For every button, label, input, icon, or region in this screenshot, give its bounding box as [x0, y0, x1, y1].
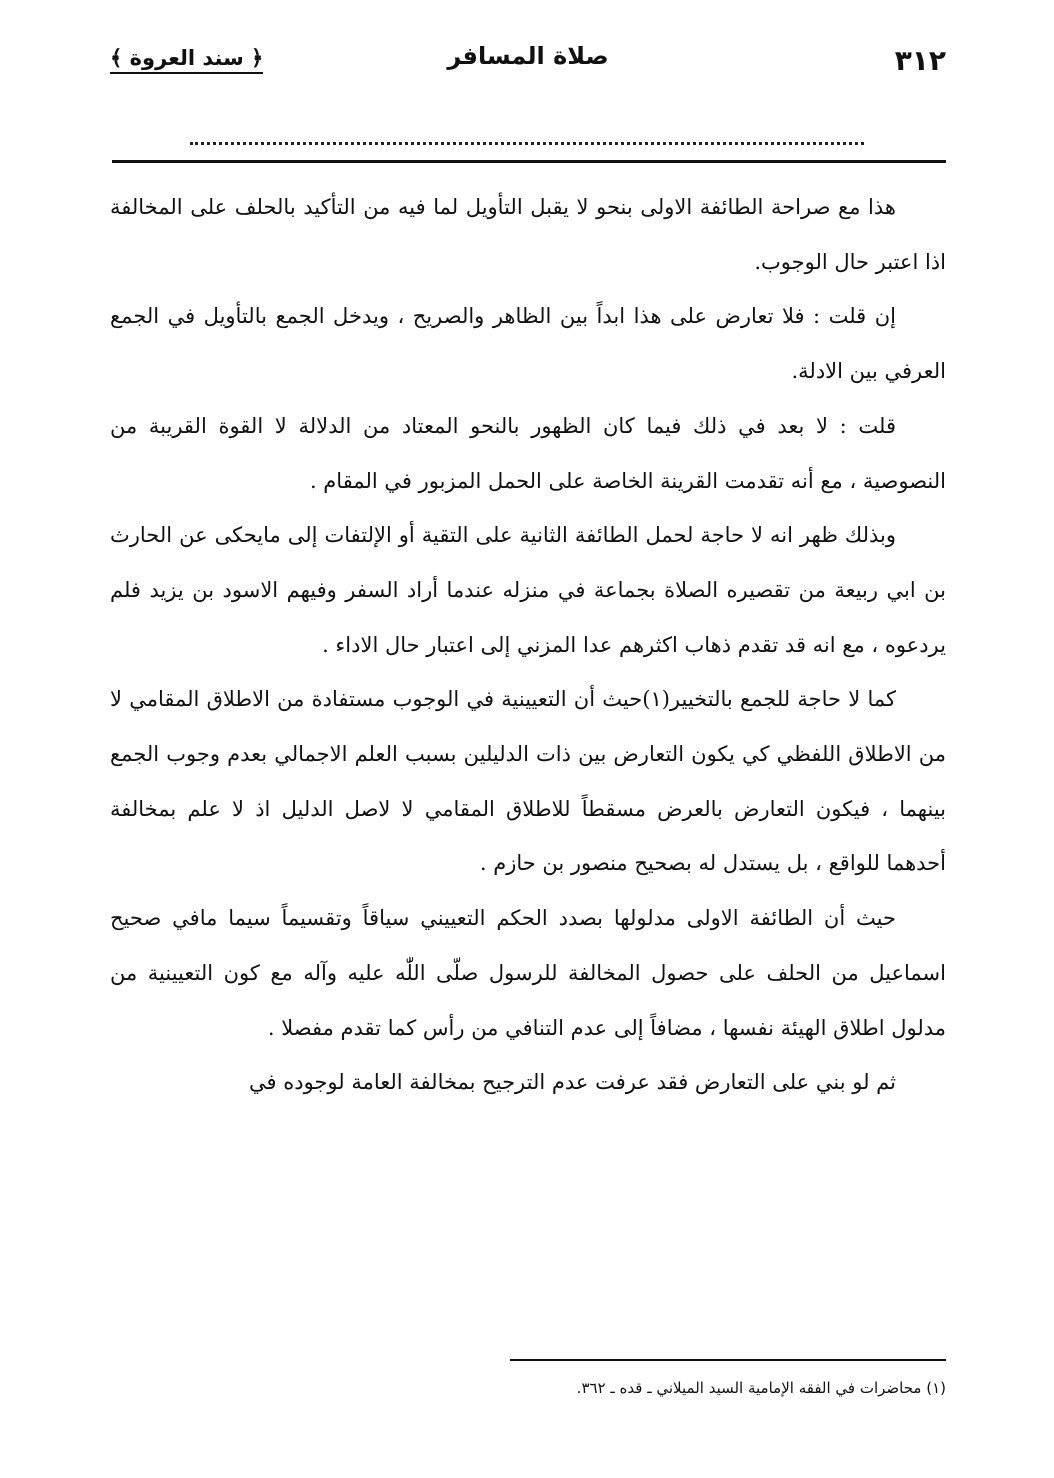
- paragraph: ثم لو بني على التعارض فقد عرفت عدم الترجيح بمخالفة العامة لوجوده في: [249, 1070, 896, 1095]
- book-title: ﴿ سند العروة ﴾: [110, 46, 263, 74]
- header-rule: [112, 160, 946, 163]
- page-header: [110, 38, 946, 94]
- footnote-rule: [510, 1359, 946, 1361]
- paragraph: إن قلت : فلا تعارض على هذا ابداً بين الظاهر والصريح ، ويدخل الجمع بالتأويل في الجمع العرفي بين الادلة.: [110, 304, 946, 384]
- paragraph: هذا مع صراحة الطائفة الاولى بنحو لا يقبل التأويل لما فيه من التأكيد بالحلف على المخالفة اذا اعتبر حال الوجوب.: [110, 195, 946, 274]
- chapter-title: صلاة المسافر: [447, 42, 609, 70]
- paragraph: كما لا حاجة للجمع بالتخيير(١)حيث أن التعيينية في الوجوب مستفادة من الاطلاق المقامي لا من الاطلاق اللفظي كي يكون التعارض بين ذات الدليلين بسبب العلم الاجمالي بعدم وجوب الجمع بينهما ، فيكون التعارض بالعرض مسقطاً للاطلاق المقامي لا لاصل الدليل اذ لا علم بمخالفة أحدهما للواقع ، بل يستدل له بصحيح منصور بن حازم .: [110, 687, 946, 876]
- footnote: (١) محاضرات في الفقه الإمامية السيد الميلاني ـ قده ـ ٣٦٢.: [576, 1379, 946, 1397]
- paragraph: وبذلك ظهر انه لا حاجة لحمل الطائفة الثانية على التقية أو الإلتفات إلى مايحكى عن الحارث بن ابي ربيعة من تقصيره الصلاة بجماعة في منزله عندما أراد السفر وفيهم الاسود بن يزيد فلم يردعوه ، مع انه قد تقدم ذهاب اكثرهم عدا المزني إلى اعتبار حال الاداء .: [110, 523, 946, 657]
- paragraph: حيث أن الطائفة الاولى مدلولها بصدد الحكم التعييني سياقاً وتقسيماً سيما مافي صحيح اسماعيل من الحلف على حصول المخالفة للرسول صلّى اللّٰه عليه وآله مع كون التعيينية من مدلول اطلاق الهيئة نفسها ، مضافاً إلى عدم التنافي من رأس كما تقدم مفصلا .: [110, 906, 946, 1040]
- body-text: [110, 180, 946, 1110]
- paragraph: قلت : لا بعد في ذلك فيما كان الظهور بالنحو المعتاد من الدلالة لا القوة القريبة من النصوصية ، مع أنه تقدمت القرينة الخاصة على الحمل المزبور في المقام .: [110, 413, 946, 493]
- dotted-separator: [190, 130, 864, 145]
- page-number: ٣١٢: [894, 44, 946, 77]
